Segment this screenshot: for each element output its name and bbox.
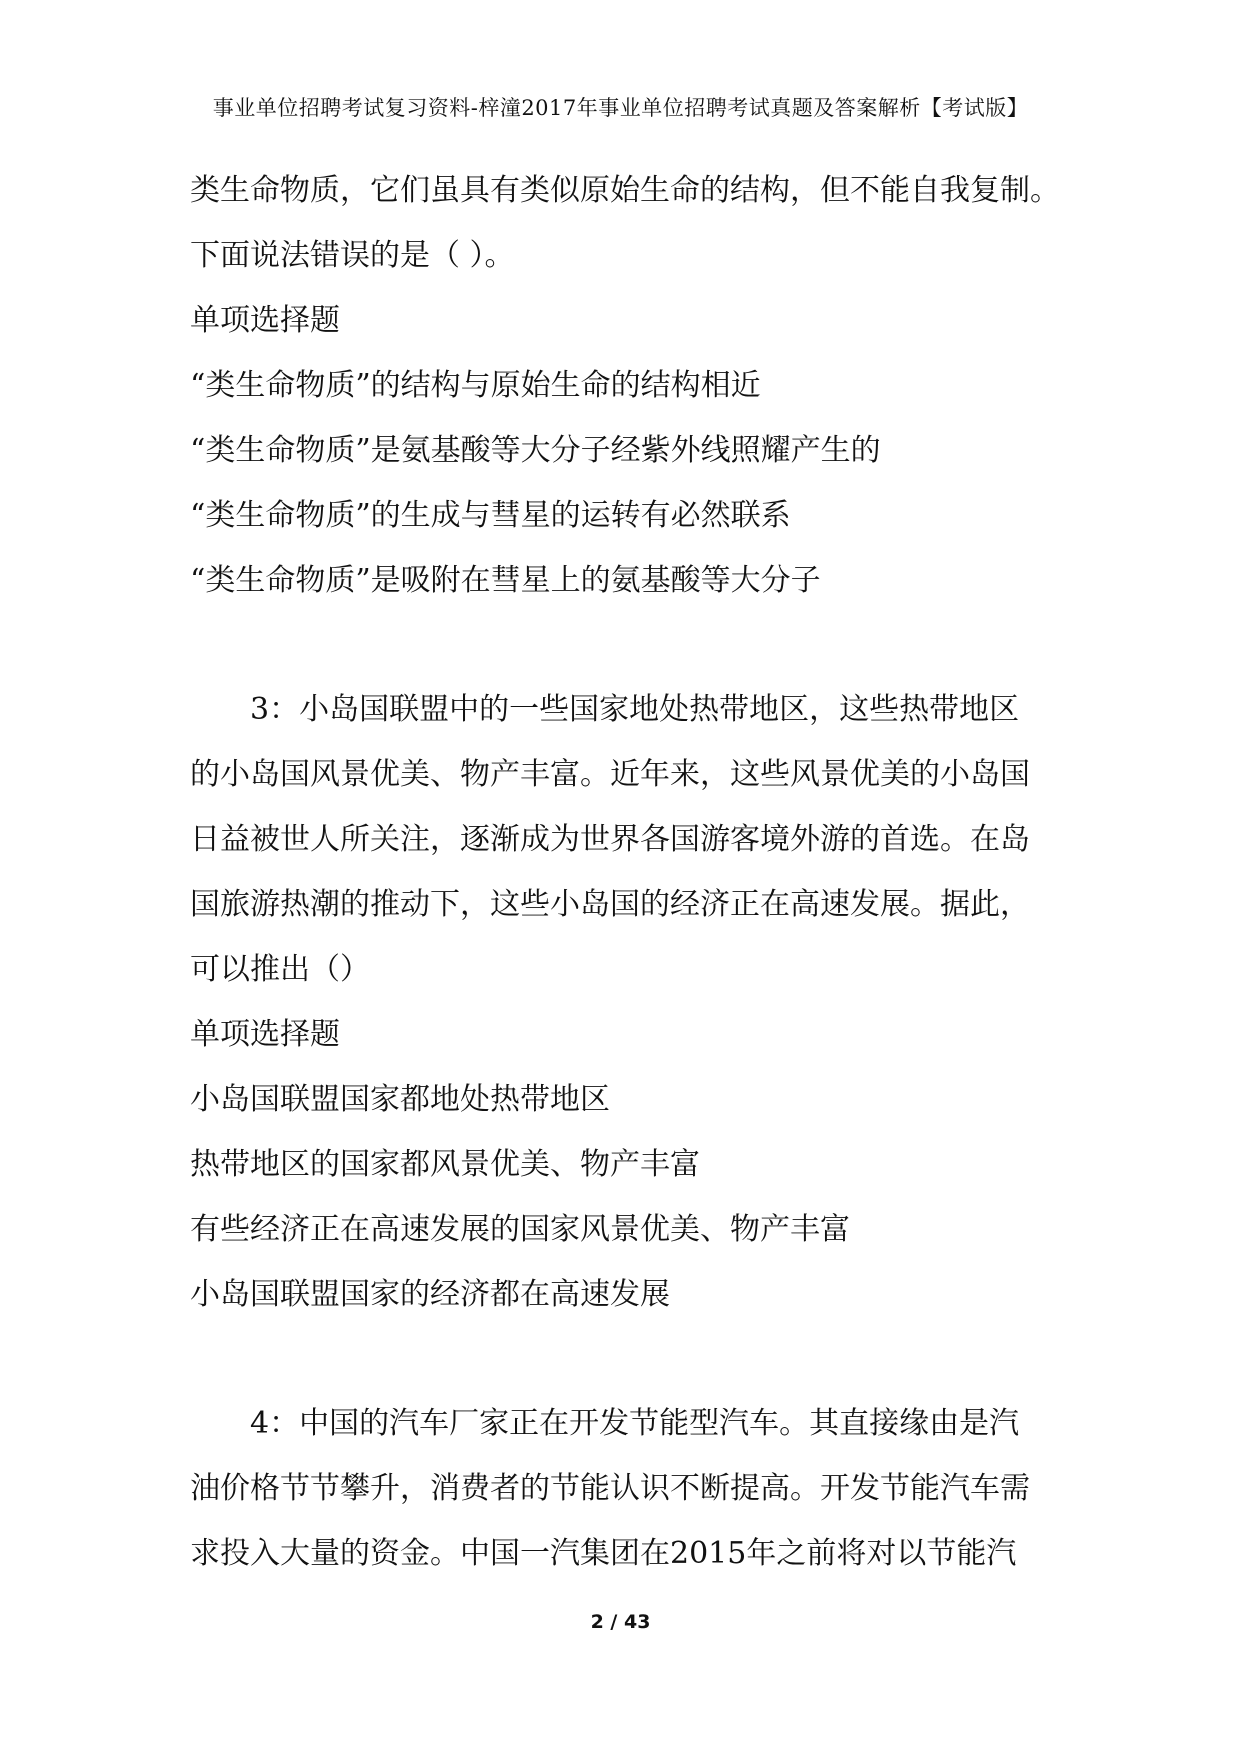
- question-stem-line: 的小岛国风景优美、物产丰富。近年来，这些风景优美的小岛国: [190, 757, 1030, 792]
- answer-option: “类生命物质”是吸附在彗星上的氨基酸等大分子: [190, 563, 821, 598]
- question-type-label: 单项选择题: [190, 1017, 340, 1052]
- spacer: [190, 613, 1070, 677]
- answer-option: “类生命物质”是氨基酸等大分子经紫外线照耀产生的: [190, 433, 881, 468]
- page-header: 事业单位招聘考试复习资料-梓潼2017年事业单位招聘考试真题及答案解析【考试版】: [212, 96, 1029, 120]
- question-stem-line: 日益被世人所关注，逐渐成为世界各国游客境外游的首选。在岛: [190, 822, 1030, 857]
- spacer: [190, 1327, 1070, 1391]
- question-2: [190, 158, 1070, 613]
- question-stem-line: 可以推出（）: [190, 952, 370, 987]
- question-stem-line: 求投入大量的资金。中国一汽集团在2015年之前将对以节能汽: [190, 1536, 1017, 1571]
- question-stem-line: 下面说法错误的是（ ）。: [190, 238, 515, 273]
- answer-option: 小岛国联盟国家的经济都在高速发展: [190, 1277, 670, 1312]
- question-stem-line: 类生命物质，它们虽具有类似原始生命的结构，但不能自我复制。: [190, 173, 1060, 208]
- answer-option: 热带地区的国家都风景优美、物产丰富: [190, 1147, 700, 1182]
- question-4: [190, 1391, 1070, 1586]
- answer-option: 小岛国联盟国家都地处热带地区: [190, 1082, 610, 1117]
- question-stem-line: 油价格节节攀升，消费者的节能认识不断提高。开发节能汽车需: [190, 1471, 1030, 1506]
- page-content: [190, 158, 1070, 1586]
- answer-option: “类生命物质”的结构与原始生命的结构相近: [190, 368, 761, 403]
- question-stem-line: 4：中国的汽车厂家正在开发节能型汽车。其直接缘由是汽: [250, 1406, 1020, 1441]
- question-type-label: 单项选择题: [190, 303, 340, 338]
- question-3: [190, 677, 1070, 1327]
- answer-option: “类生命物质”的生成与彗星的运转有必然联系: [190, 498, 791, 533]
- question-stem-line: 3：小岛国联盟中的一些国家地处热带地区，这些热带地区: [250, 692, 1020, 727]
- page-number: 2 / 43: [590, 1611, 651, 1633]
- question-stem-line: 国旅游热潮的推动下，这些小岛国的经济正在高速发展。据此，: [190, 887, 1030, 922]
- answer-option: 有些经济正在高速发展的国家风景优美、物产丰富: [190, 1212, 850, 1247]
